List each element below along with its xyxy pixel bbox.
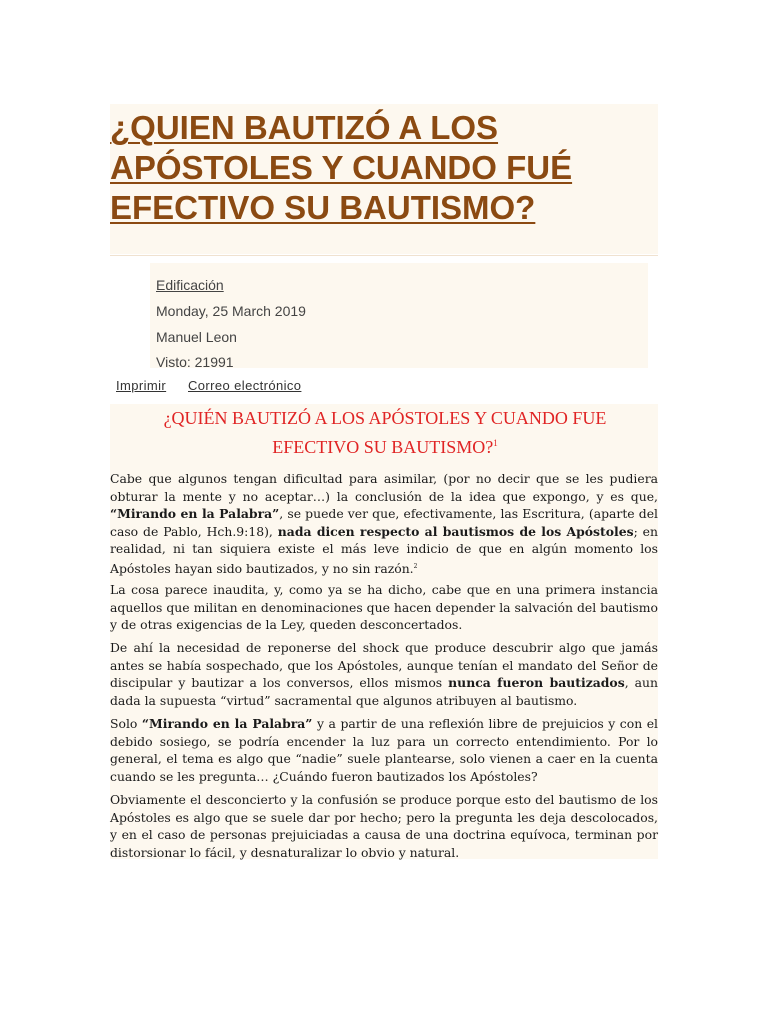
footnote-marker: 2	[413, 562, 418, 570]
article-info-panel	[150, 263, 648, 368]
article-body	[110, 404, 658, 859]
paragraph	[110, 791, 658, 861]
paragraph-text: Cabe que algunos tengan dificultad para asimilar, (por no decir que se les pudiera obturar la mente y no aceptar…) la conclusión de la idea que expongo, y es que,	[110, 471, 658, 504]
page-title[interactable]: ¿QUIEN BAUTIZÓ A LOS APÓSTOLES Y CUANDO FUÉ EFECTIVO SU BAUTISMO?	[110, 109, 573, 226]
paragraph-bold-text: “Mirando en la Palabra”	[110, 506, 280, 522]
paragraph-text: , se puede ver que, efectivamente, las Escritura, (aparte del caso de Pablo, Hch.9:18),	[110, 506, 658, 539]
paragraph-text: La cosa parece inaudita, y, como ya se ha dicho, cabe que en una primera instancia aquellos que militan en denominaciones que hacen depender la salvación del bautismo y de otras exigencias de la Ley, queden desconcertados.	[110, 582, 658, 633]
article-actions	[110, 378, 410, 396]
paragraph-bold-text: “Mirando en la Palabra”	[141, 716, 313, 731]
published-date: Monday, 25 March 2019	[156, 303, 306, 319]
paragraph-text: , aun dada la supuesta “virtud” sacramental que algunos atribuyen al bautismo.	[110, 675, 658, 708]
footnote-marker: 1	[493, 438, 498, 448]
subtitle-text: ¿QUIÉN BAUTIZÓ A LOS APÓSTOLES Y CUANDO FUE EFECTIVO SU BAUTISMO?	[163, 408, 607, 457]
paragraph-bold-text: nunca fueron bautizados	[448, 675, 625, 691]
paragraph-text: y a partir de una reflexión libre de prejuicios y con el debido sosiego, se podría encender la luz para un correcto entendimiento. Por lo general, el tema es algo que “nadie” suele plantearse, solo vienen a caer en la cuenta cuando se les pregunta… ¿Cuándo fueron bautizados los Apóstoles?	[110, 716, 659, 784]
paragraph	[110, 715, 658, 785]
view-count: Visto: 21991	[156, 354, 234, 370]
paragraph-bold-text: nada dicen respecto al bautismos de los Apóstoles	[277, 523, 634, 539]
paragraph	[110, 639, 658, 709]
email-link[interactable]: Correo electrónico	[188, 378, 302, 393]
paragraph-text: Solo	[110, 716, 142, 731]
paragraph-text: ; en realidad, ni tan siquiera existe el más leve indicio de que en algún momento los Apóstoles hayan sido bautizados, y no sin razón.	[110, 523, 658, 577]
paragraph	[110, 581, 658, 634]
print-link[interactable]: Imprimir	[116, 378, 167, 393]
article-subtitle	[120, 406, 650, 460]
title-panel	[110, 104, 658, 254]
author-name: Manuel Leon	[156, 329, 237, 345]
divider	[110, 255, 658, 256]
paragraph-text: Obviamente el desconcierto y la confusión se produce porque esto del bautismo de los Apóstoles es algo que se suele dar por hecho; pero la pregunta les deja descolocados, y en el caso de personas prejuiciadas a causa de una doctrina equívoca, terminan por distorsionar lo fácil, y desnaturalizar lo obvio y natural.	[110, 792, 658, 860]
paragraph	[110, 470, 658, 578]
paragraph-text: De ahí la necesidad de reponerse del shock que produce descubrir algo que jamás antes se había sospechado, que los Apóstoles, aunque tenían el mandato del Señor de discipular y bautizar a los conversos, ellos mismos	[110, 640, 658, 691]
category-link[interactable]: Edificación	[156, 277, 224, 293]
